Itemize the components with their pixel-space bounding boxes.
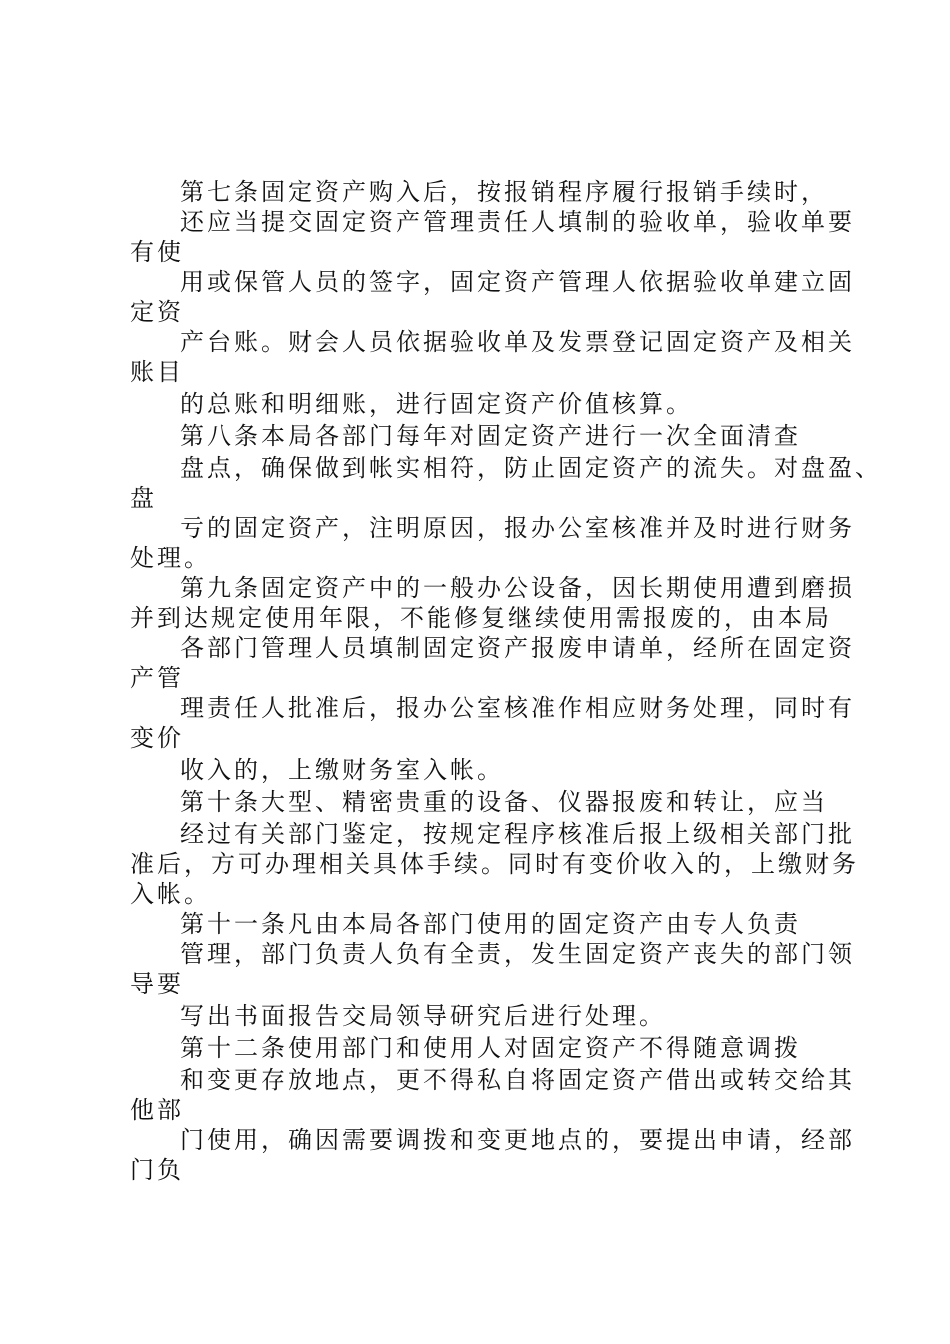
text-line: 理责任人批准后，报办公室核准作相应财务处理，同时有 (180, 694, 855, 722)
text-line: 第八条本局各部门每年对固定资产进行一次全面清查 (180, 422, 801, 450)
text-line: 管理，部门负责人负有全责，发生固定资产丧失的部门领 (180, 940, 855, 968)
text-line: 准后，方可办理相关具体手续。同时有变价收入的，上缴财务 (130, 850, 859, 878)
text-line: 经过有关部门鉴定，按规定程序核准后报上级相关部门批 (180, 820, 855, 848)
text-line: 各部门管理人员填制固定资产报废申请单，经所在固定资 (180, 634, 855, 662)
text-line: 定资 (130, 298, 184, 326)
text-line: 第十一条凡由本局各部门使用的固定资产由专人负责 (180, 910, 801, 938)
text-line: 还应当提交固定资产管理责任人填制的验收单，验收单要 (180, 208, 855, 236)
text-line: 第九条固定资产中的一般办公设备，因长期使用遭到磨损 (180, 574, 855, 602)
text-line: 账目 (130, 358, 184, 386)
text-line: 第七条固定资产购入后，按报销程序履行报销手续时， (180, 178, 828, 206)
text-line: 门负 (130, 1156, 184, 1184)
text-line: 的总账和明细账，进行固定资产价值核算。 (180, 390, 693, 418)
text-line: 产管 (130, 664, 184, 692)
text-line: 他部 (130, 1096, 184, 1124)
text-line: 门使用，确因需要调拨和变更地点的，要提出申请，经部 (180, 1126, 855, 1154)
text-line: 盘点，确保做到帐实相符，防止固定资产的流失。对盘盈、 (180, 454, 882, 482)
text-line: 导要 (130, 970, 184, 998)
text-line: 并到达规定使用年限，不能修复继续使用需报废的，由本局 (130, 604, 832, 632)
text-line: 第十二条使用部门和使用人对固定资产不得随意调拨 (180, 1034, 801, 1062)
text-line: 处理。 (130, 544, 211, 572)
text-line: 第十条大型、精密贵重的设备、仪器报废和转让，应当 (180, 788, 828, 816)
text-line: 亏的固定资产，注明原因，报办公室核准并及时进行财务 (180, 514, 855, 542)
text-line: 有使 (130, 238, 184, 266)
text-line: 产台账。财会人员依据验收单及发票登记固定资产及相关 (180, 328, 855, 356)
text-line: 写出书面报告交局领导研究后进行处理。 (180, 1002, 666, 1030)
text-line: 入帐。 (130, 880, 211, 908)
text-line: 用或保管人员的签字，固定资产管理人依据验收单建立固 (180, 268, 855, 296)
text-line: 和变更存放地点，更不得私自将固定资产借出或转交给其 (180, 1066, 855, 1094)
text-line: 收入的，上缴财务室入帐。 (180, 756, 504, 784)
text-line: 变价 (130, 724, 184, 752)
text-line: 盘 (130, 484, 157, 512)
